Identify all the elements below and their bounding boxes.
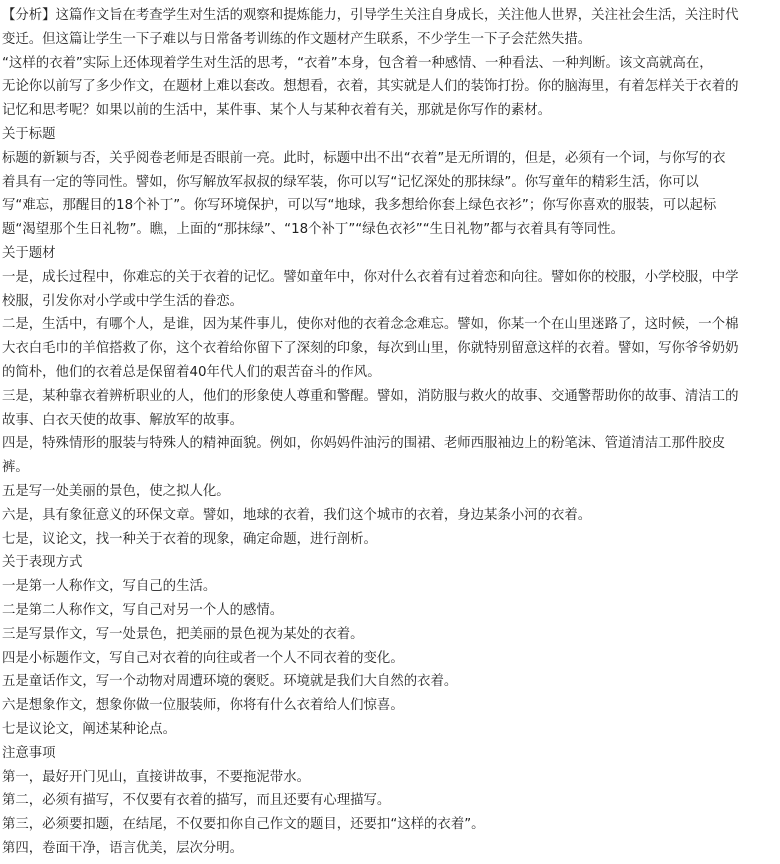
expression-line-1: 一是第一人称作文，写自己的生活。 <box>2 579 217 595</box>
title-line-3: 写“难忘，那醒目的18个补丁”。你写环境保护，可以写“地球，我多想给你套上绿色衣衫”；你写你喜欢的服装，可以起标 <box>2 198 717 214</box>
analysis-line-2: 变迁。但这篇让学生一下子难以与日常备考训练的作文题材产生联系，不少学生一下子会茫然失措。 <box>2 31 592 47</box>
material-line-9: 裤。 <box>2 460 29 476</box>
notes-line-2: 第二，必须有描写，不仅要有衣着的描写，而且还要有心理描写。 <box>2 793 391 809</box>
analysis-line-4: 无论你以前写了多少作文，在题材上难以套改。想想看，衣着，其实就是人们的装饰打扮。你的脑海里，有着怎样关于衣着的 <box>2 79 739 95</box>
title-line-4: 题“渴望那个生日礼物”。瞧，上面的“那抹绿”、“18个补丁”“绿色衣衫”“生日礼物”都与衣着具有等同性。 <box>2 222 625 238</box>
material-line-10: 五是写一处美丽的景色，使之拟人化。 <box>2 483 230 499</box>
notes-line-1: 第一，最好开门见山，直接讲故事，不要拖泥带水。 <box>2 769 310 785</box>
expression-line-4: 四是小标题作文，写自己对衣着的向往或者一个人不同衣着的变化。 <box>2 650 404 666</box>
material-line-5: 的简朴，他们的衣着总是保留着40年代人们的艰苦奋斗的作风。 <box>2 364 381 380</box>
section-heading-expression: 关于表现方式 <box>2 555 83 571</box>
section-heading-material: 关于题材 <box>2 245 56 261</box>
expression-line-2: 二是第二人称作文，写自己对另一个人的感情。 <box>2 602 284 618</box>
material-line-12: 七是，议论文，找一种关于衣着的现象，确定命题，进行剖析。 <box>2 531 377 547</box>
section-heading-title: 关于标题 <box>2 126 56 142</box>
notes-line-4: 第四，卷面干净，语言优美，层次分明。 <box>2 840 244 856</box>
material-line-4: 大衣白毛巾的羊倌搭救了你，这个衣着给你留下了深刻的印象，每次到山里，你就特别留意这样的衣着。譬如，写你爷爷奶奶 <box>2 341 739 357</box>
title-line-1: 标题的新颖与否，关乎阅卷老师是否眼前一亮。此时，标题中出不出“衣着”是无所谓的，但是，必须有一个词，与你写的衣 <box>2 150 726 166</box>
analysis-line-1: 【分析】这篇作文旨在考查学生对生活的观察和提炼能力，引导学生关注自身成长，关注他人世界，关注社会生活，关注时代 <box>2 8 739 23</box>
material-line-8: 四是，特殊情形的服装与特殊人的精神面貌。例如，你妈妈件油污的围裙、老师西服袖边上的粉笔沫、管道清洁工那件胶皮 <box>2 436 726 452</box>
material-line-1: 一是，成长过程中，你难忘的关于衣着的记忆。譬如童年中，你对什么衣着有过着恋和向往。譬如你的校服，小学校服，中学 <box>2 269 739 285</box>
material-line-7: 故事、白衣天使的故事、解放军的故事。 <box>2 412 244 428</box>
expression-line-6: 六是想象作文，想象你做一位服装师，你将有什么衣着给人们惊喜。 <box>2 698 404 714</box>
expression-line-7: 七是议论文，阐述某种论点。 <box>2 721 177 737</box>
expression-line-5: 五是童话作文，写一个动物对周遭环境的褒贬。环境就是我们大自然的衣着。 <box>2 674 458 690</box>
analysis-line-3: “这样的衣着”实际上还体现着学生对生活的思考，“衣着”本身，包含着一种感情、一种看法、一种判断。该文高就高在， <box>2 55 713 71</box>
material-line-6: 三是，某种靠衣着辨析职业的人，他们的形象使人尊重和警醒。譬如，消防服与救火的故事、交通警帮助你的故事、清洁工的 <box>2 388 739 404</box>
material-line-3: 二是，生活中，有哪个人，是谁，因为某件事儿，使你对他的衣着念念难忘。譬如，你某一个在山里迷路了，这时候，一个棉 <box>2 317 739 333</box>
notes-line-3: 第三，必须要扣题，在结尾，不仅要扣你自己作文的题目，还要扣“这样的衣着”。 <box>2 817 485 833</box>
analysis-line-5: 记忆和思考呢？如果以前的生活中，某件事、某个人与某种衣着有关，那就是你写作的素材。 <box>2 103 552 119</box>
expression-line-3: 三是写景作文，写一处景色，把美丽的景色视为某处的衣着。 <box>2 626 364 642</box>
material-line-2: 校服，引发你对小学或中学生活的眷恋。 <box>2 293 244 309</box>
section-heading-notes: 注意事项 <box>2 745 56 761</box>
material-line-11: 六是，具有象征意义的环保文章。譬如，地球的衣着，我们这个城市的衣着，身边某条小河的衣着。 <box>2 507 592 523</box>
title-line-2: 着具有一定的等同性。譬如，你写解放军叔叔的绿军装，你可以写“记忆深处的那抹绿”。你写童年的精彩生活，你可以 <box>2 174 699 190</box>
